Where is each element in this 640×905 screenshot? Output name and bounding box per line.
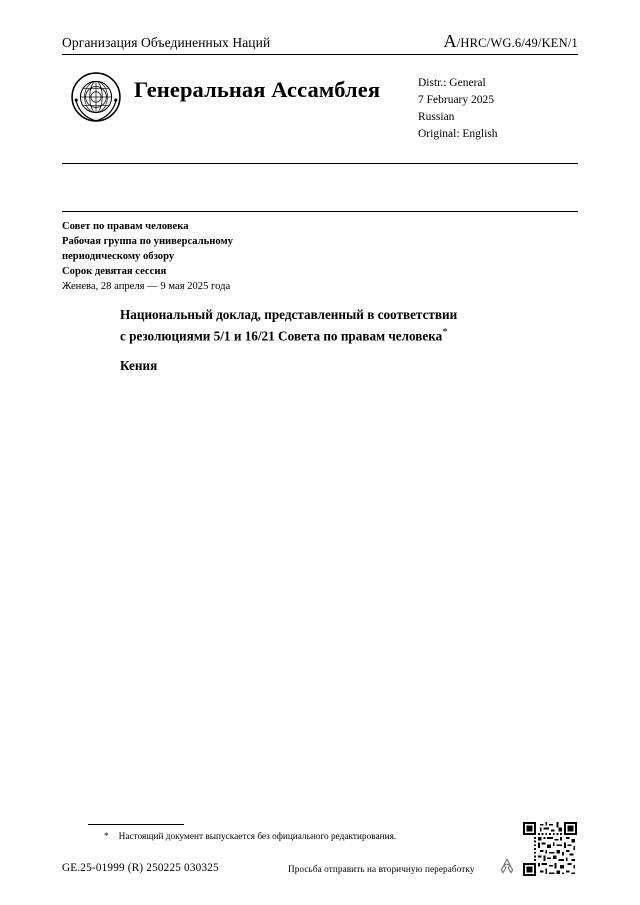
report-title-line-2: с резолюциями 5/1 и 16/21 Совета по правам человека xyxy=(120,328,443,344)
masthead xyxy=(62,32,578,164)
distribution-line: Distr.: General xyxy=(418,77,486,89)
distribution-date: 7 February 2025 xyxy=(418,93,495,106)
distribution-language: Russian xyxy=(418,110,455,123)
session-number: Сорок девятая сессия xyxy=(62,266,167,278)
title-block xyxy=(62,55,578,163)
organization-name: Организация Объединенных Наций xyxy=(62,35,271,50)
footnote-text: Настоящий документ выпускается без официального редактирования. xyxy=(118,832,397,842)
working-group-line-1: Рабочая группа по универсальному xyxy=(62,236,233,248)
country-name: Кения xyxy=(120,358,158,373)
qr-code xyxy=(523,822,577,876)
report-title-line-1: Национальный доклад, представленный в соответствии xyxy=(120,307,458,322)
organization-row xyxy=(62,32,578,54)
document-symbol xyxy=(443,32,578,51)
footnote-marker: * xyxy=(104,832,109,842)
section-rule xyxy=(62,211,578,212)
document-symbol-rest: /HRC/WG.6/49/KEN/1 xyxy=(456,36,578,50)
document-symbol-prefix: A xyxy=(443,31,457,51)
masthead-bottom-rule xyxy=(62,163,578,164)
council-name: Совет по правам человека xyxy=(62,221,189,232)
body-title: Генеральная Ассамблея xyxy=(134,77,381,102)
recycle-note: Просьба отправить на вторичную переработку xyxy=(288,864,475,874)
report-title-line-2-wrap xyxy=(120,325,540,346)
footnote-rule xyxy=(88,824,184,825)
report-title xyxy=(120,306,540,346)
working-group-line-2: периодическому обзору xyxy=(62,251,175,263)
report-title-footnote-marker: * xyxy=(442,325,448,338)
footnote xyxy=(104,831,524,844)
distribution-block xyxy=(418,75,498,143)
recycle-icon xyxy=(498,857,516,875)
session-block xyxy=(62,219,482,294)
un-emblem-icon xyxy=(70,71,122,123)
session-dates: Женева, 28 апреля — 9 мая 2025 года xyxy=(62,281,231,293)
distribution-original: Original: English xyxy=(418,127,498,140)
document-code: GE.25-01999 (R) 250225 030325 xyxy=(62,862,219,874)
